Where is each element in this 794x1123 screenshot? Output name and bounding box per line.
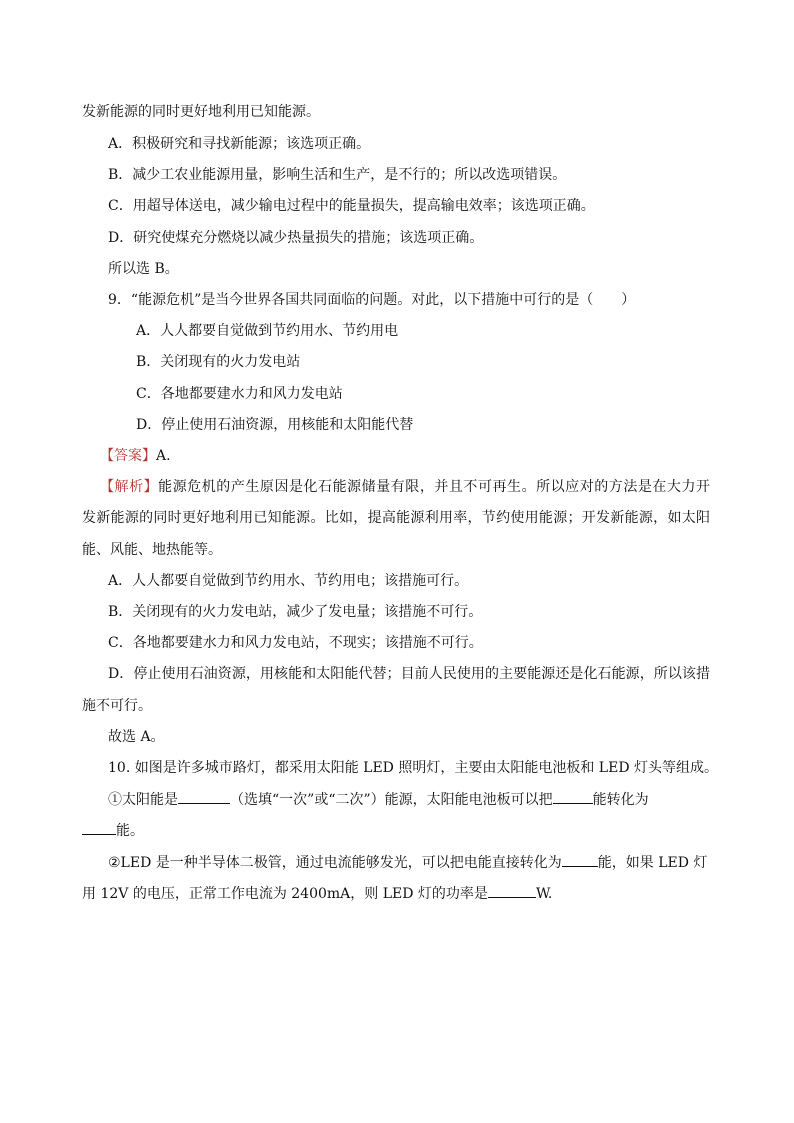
q10-part2-text-a: ②LED 是一种半导体二极管，通过电流能够发光，可以把电能直接转化为 xyxy=(108,855,562,871)
q9-analysis-line-1 xyxy=(100,477,710,497)
answer-value: A. xyxy=(156,448,171,464)
blank-input-energy xyxy=(553,789,593,804)
q9-option-b: B．关闭现有的火力发电站 xyxy=(136,354,301,370)
q9-explain-a: A．人人都要自觉做到节约用水、节约用电；该措施可行。 xyxy=(108,573,469,589)
q10-part2-line-1 xyxy=(108,852,707,873)
q9-answer xyxy=(100,446,171,466)
blank-led-energy xyxy=(562,852,598,867)
q10-part2-text-b: 能，如果 LED 灯 xyxy=(597,855,708,871)
q10-part2-line-2 xyxy=(82,883,552,904)
q10-part2-text-c: 用 12V 的电压，正常工作电流为 2400mA，则 LED 灯的功率是 xyxy=(82,886,488,902)
q10-part1-text-d: 能。 xyxy=(116,823,144,839)
blank-energy-type xyxy=(178,789,230,804)
q10-part1-text-a: ①太阳能是 xyxy=(108,792,178,808)
blank-led-power xyxy=(488,883,536,898)
q9-explain-d-line-2: 施不可行。 xyxy=(82,698,152,714)
q10-part1-line-1 xyxy=(108,789,649,810)
q9-explain-d-line-1: D．停止使用石油资源，用核能和太阳能代替；目前人民使用的主要能源还是化石能源，所以该措 xyxy=(108,666,710,682)
q9-stem: 9．“能源危机”是当今世界各国共同面临的问题。对此，以下措施中可行的是（ ） xyxy=(108,292,636,308)
q10-stem: 10. 如图是许多城市路灯，都采用太阳能 LED 照明灯，主要由太阳能电池板和 LED 灯头等组成。 xyxy=(108,760,718,776)
prev-option-a-analysis: A．积极研究和寻找新能源；该选项正确。 xyxy=(108,136,371,152)
q9-option-d: D．停止使用石油资源，用核能和太阳能代替 xyxy=(136,417,414,433)
prev-option-d-analysis: D．研究使煤充分燃烧以减少热量损失的措施；该选项正确。 xyxy=(108,230,484,246)
q10-part1-text-b: （选填“一次”或“二次”）能源，太阳能电池板可以把 xyxy=(230,792,553,808)
answer-tag: 【答案】 xyxy=(100,448,156,464)
analysis-tag: 【解析】 xyxy=(100,479,159,495)
q9-explain-b: B．关闭现有的火力发电站，减少了发电量；该措施不可行。 xyxy=(108,604,483,620)
q10-part1-line-2 xyxy=(82,820,144,841)
prev-option-b-analysis: B．减少工农业能源用量，影响生活和生产，是不行的；所以改选项错误。 xyxy=(108,167,567,183)
analysis-text-1: 能源危机的产生原因是化石能源储量有限，并且不可再生。所以应对的方法是在大力开 xyxy=(158,479,711,495)
blank-output-energy xyxy=(82,820,116,835)
q10-part2-text-d: W. xyxy=(535,886,553,902)
prev-conclusion: 所以选 B。 xyxy=(108,261,179,277)
q9-analysis-line-3: 能、风能、地热能等。 xyxy=(82,542,222,558)
q9-analysis-line-2: 发新能源的同时更好地利用已知能源。比如，提高能源利用率，节约使用能源；开发新能源，如太阳 xyxy=(82,510,710,526)
q9-option-c: C．各地都要建水力和风力发电站 xyxy=(136,386,343,402)
q9-explain-c: C．各地都要建水力和风力发电站，不现实；该措施不可行。 xyxy=(108,635,483,651)
q9-option-a: A．人人都要自觉做到节约用水、节约用电 xyxy=(136,323,399,339)
q10-part1-text-c: 能转化为 xyxy=(592,792,649,808)
prev-option-c-analysis: C．用超导体送电，减少输电过程中的能量损失，提高输电效率；该选项正确。 xyxy=(108,198,595,214)
prev-analysis-continuation: 发新能源的同时更好地利用已知能源。 xyxy=(82,104,320,120)
q9-conclusion: 故选 A。 xyxy=(108,729,165,745)
